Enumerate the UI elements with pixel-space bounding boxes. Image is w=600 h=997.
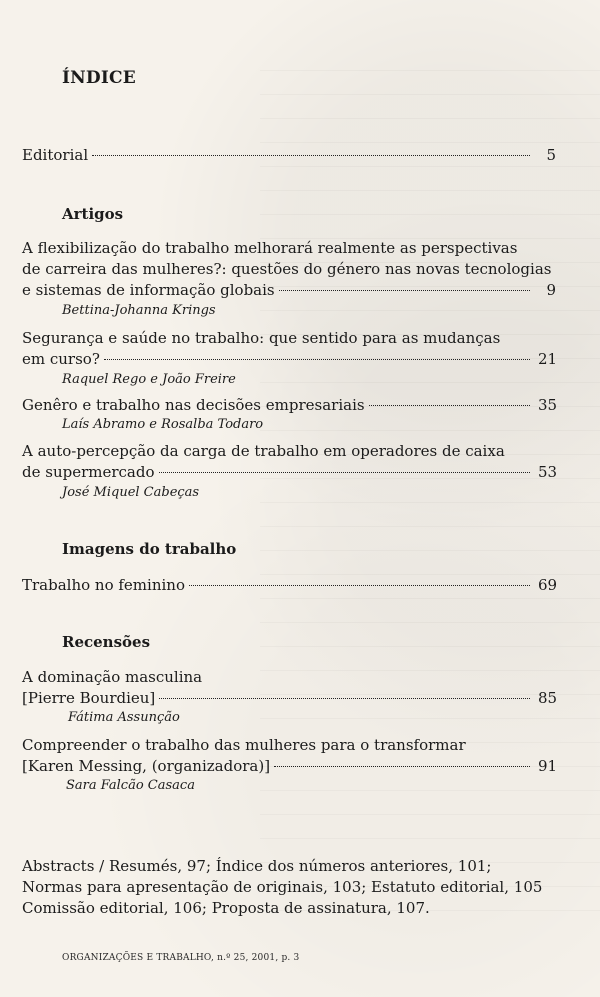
- page-number: 91: [538, 757, 558, 775]
- article-1-line-1: A flexibilização do trabalho melhorará realmente as perspectivas: [22, 239, 518, 257]
- article-4-line-1: A auto-percepção da carga de trabalho em operadores de caixa: [22, 442, 505, 460]
- review-1-line-1: A dominação masculina: [22, 668, 203, 686]
- review-1-entry: [22, 691, 556, 706]
- dot-leader: [189, 585, 530, 586]
- review-2-line-2: [Karen Messing, (organizadora)]: [22, 757, 271, 775]
- running-footer: ORGANIZAÇÕES E TRABALHO, n.º 25, 2001, p. 3: [62, 953, 300, 963]
- article-3-author: Laís Abramo e Rosalba Todaro: [62, 417, 264, 432]
- page-number: 69: [538, 576, 558, 594]
- review-2-line-1: Compreender o trabalho das mulheres para o transformar: [22, 736, 466, 754]
- review-2-entry: [22, 759, 556, 774]
- page-number: 9: [546, 281, 556, 299]
- article-2-line-2: em curso?: [22, 350, 100, 368]
- section-heading-imagens: Imagens do trabalho: [62, 540, 237, 558]
- closing-note-line-3: Comissão editorial, 106; Proposta de assinatura, 107.: [22, 899, 430, 917]
- page-number: 21: [538, 350, 558, 368]
- article-2-line-1: Segurança e saúde no trabalho: que sentido para as mudanças: [22, 329, 501, 347]
- paper-show-through: [260, 70, 600, 920]
- review-2-author: Sara Falcão Casaca: [66, 778, 195, 793]
- article-3-entry: [22, 398, 556, 413]
- section-heading-recensoes: Recensões: [62, 633, 151, 651]
- page-number: 85: [538, 689, 558, 707]
- dot-leader: [279, 290, 530, 291]
- page-number: 53: [538, 463, 558, 481]
- toc-entry-label: Editorial: [22, 146, 89, 164]
- dot-leader: [104, 359, 530, 360]
- article-1-author: Bettina-Johanna Krings: [62, 303, 216, 318]
- page-title: ÍNDICE: [62, 68, 136, 88]
- image-entry-label: Trabalho no feminino: [22, 576, 185, 594]
- page-number: 35: [538, 396, 558, 414]
- article-1-line-3: e sistemas de informação globais: [22, 281, 275, 299]
- closing-note-line-2: Normas para apresentação de originais, 103; Estatuto editorial, 105: [22, 878, 543, 896]
- dot-leader: [159, 698, 530, 699]
- review-1-author: Fátima Assunção: [68, 710, 180, 725]
- page-number: 5: [546, 146, 556, 164]
- image-entry: [22, 578, 556, 593]
- article-4-entry: [22, 465, 556, 480]
- dot-leader: [274, 766, 530, 767]
- review-1-line-2: [Pierre Bourdieu]: [22, 689, 156, 707]
- closing-notes: [22, 856, 562, 919]
- toc-entry-editorial: [22, 148, 556, 163]
- article-2-entry: [22, 352, 556, 367]
- dot-leader: [92, 155, 530, 156]
- closing-note-line-1: Abstracts / Resumés, 97; Índice dos números anteriores, 101;: [22, 857, 492, 875]
- dot-leader: [369, 405, 530, 406]
- dot-leader: [159, 472, 530, 473]
- article-4-line-2: de supermercado: [22, 463, 155, 481]
- article-1-line-2: de carreira das mulheres?: questões do género nas novas tecnologias: [22, 260, 552, 278]
- article-1-entry: [22, 283, 556, 298]
- article-2-author: Raquel Rego e João Freire: [62, 372, 236, 387]
- article-3-line-1: Genêro e trabalho nas decisões empresariais: [22, 396, 365, 414]
- section-heading-artigos: Artigos: [62, 205, 124, 223]
- article-4-author: José Miquel Cabeças: [62, 485, 200, 500]
